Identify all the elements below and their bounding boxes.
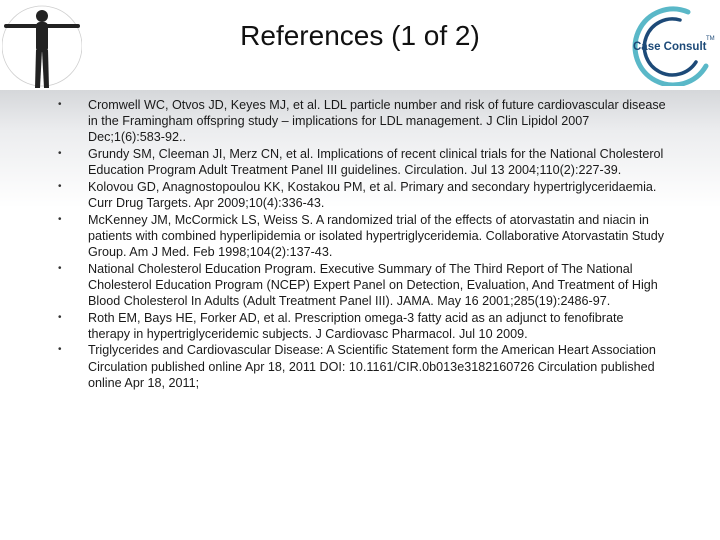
reference-text: Roth EM, Bays HE, Forker AD, et al. Prescription omega-3 fatty acid as an adjunct to fenofibrate therapy in hypertriglyceridemic subjects. J Cardiovasc Pharmacol. Jul 10 2009. [88,310,624,341]
reference-item [56,261,668,310]
reference-text: McKenney JM, McCormick LS, Weiss S. A randomized trial of the effects of atorvastatin and niacin in patients with combined hyperlipidemia or isolated hypertriglyceridemia. Collaborative Atorvastatin Study Group. Am J Med. Feb 1998;104(2):137-43. [88,212,665,259]
reference-item [56,310,668,342]
reference-item [56,179,668,211]
reference-item [56,146,668,178]
page-title: References (1 of 2) [240,20,480,51]
reference-text: Triglycerides and Cardiovascular Disease: A Scientific Statement form the American Heart Association Circulation published online Apr 18, 2011 DOI: 10.1161/CIR.0b013e3182160726 Circulation published online Apr 18, 2011; [88,343,656,390]
reference-item [56,342,668,391]
bullet-icon: • [58,213,62,225]
logo-text: Case Consult [633,41,707,53]
reference-item [56,97,668,146]
vitruvian-man-icon [2,2,82,90]
reference-text: Grundy SM, Cleeman JI, Merz CN, et al. Implications of recent clinical trials for the National Cholesterol Education Program Adult Treatment Panel III guidelines. Circulation. Jul 13 2004;110(2):227-39. [88,147,664,178]
reference-text: National Cholesterol Education Program. Executive Summary of The Third Report of The National Cholesterol Education Program (NCEP) Expert Panel on Detection, Evaluation, And Treatment of High Blood Cholesterol In Adults (Adult Treatment Panel III). JAMA. May 16 2001;285(19):2486-97. [88,261,658,308]
bullet-icon: • [58,180,62,192]
bullet-icon: • [58,99,62,110]
bullet-icon: • [58,344,62,356]
bullet-icon: • [58,262,62,274]
reference-text: Cromwell WC, Otvos JD, Keyes MJ, et al. LDL particle number and risk of future cardiovascular disease in the Framingham offspring study – implications for LDL management. J Clin Lipidol 2007 Dec;1(6):583-92.. [88,98,666,145]
logo-trademark: TM [706,36,715,42]
reference-item [56,212,668,261]
references-list [56,97,668,391]
reference-text: Kolovou GD, Anagnostopoulou KK, Kostakou PM, et al. Primary and secondary hypertriglyceridaemia. Curr Drug Targets. Apr 2009;10(4):336-43. [88,179,657,210]
bullet-icon: • [58,311,62,323]
bullet-icon: • [58,148,62,159]
